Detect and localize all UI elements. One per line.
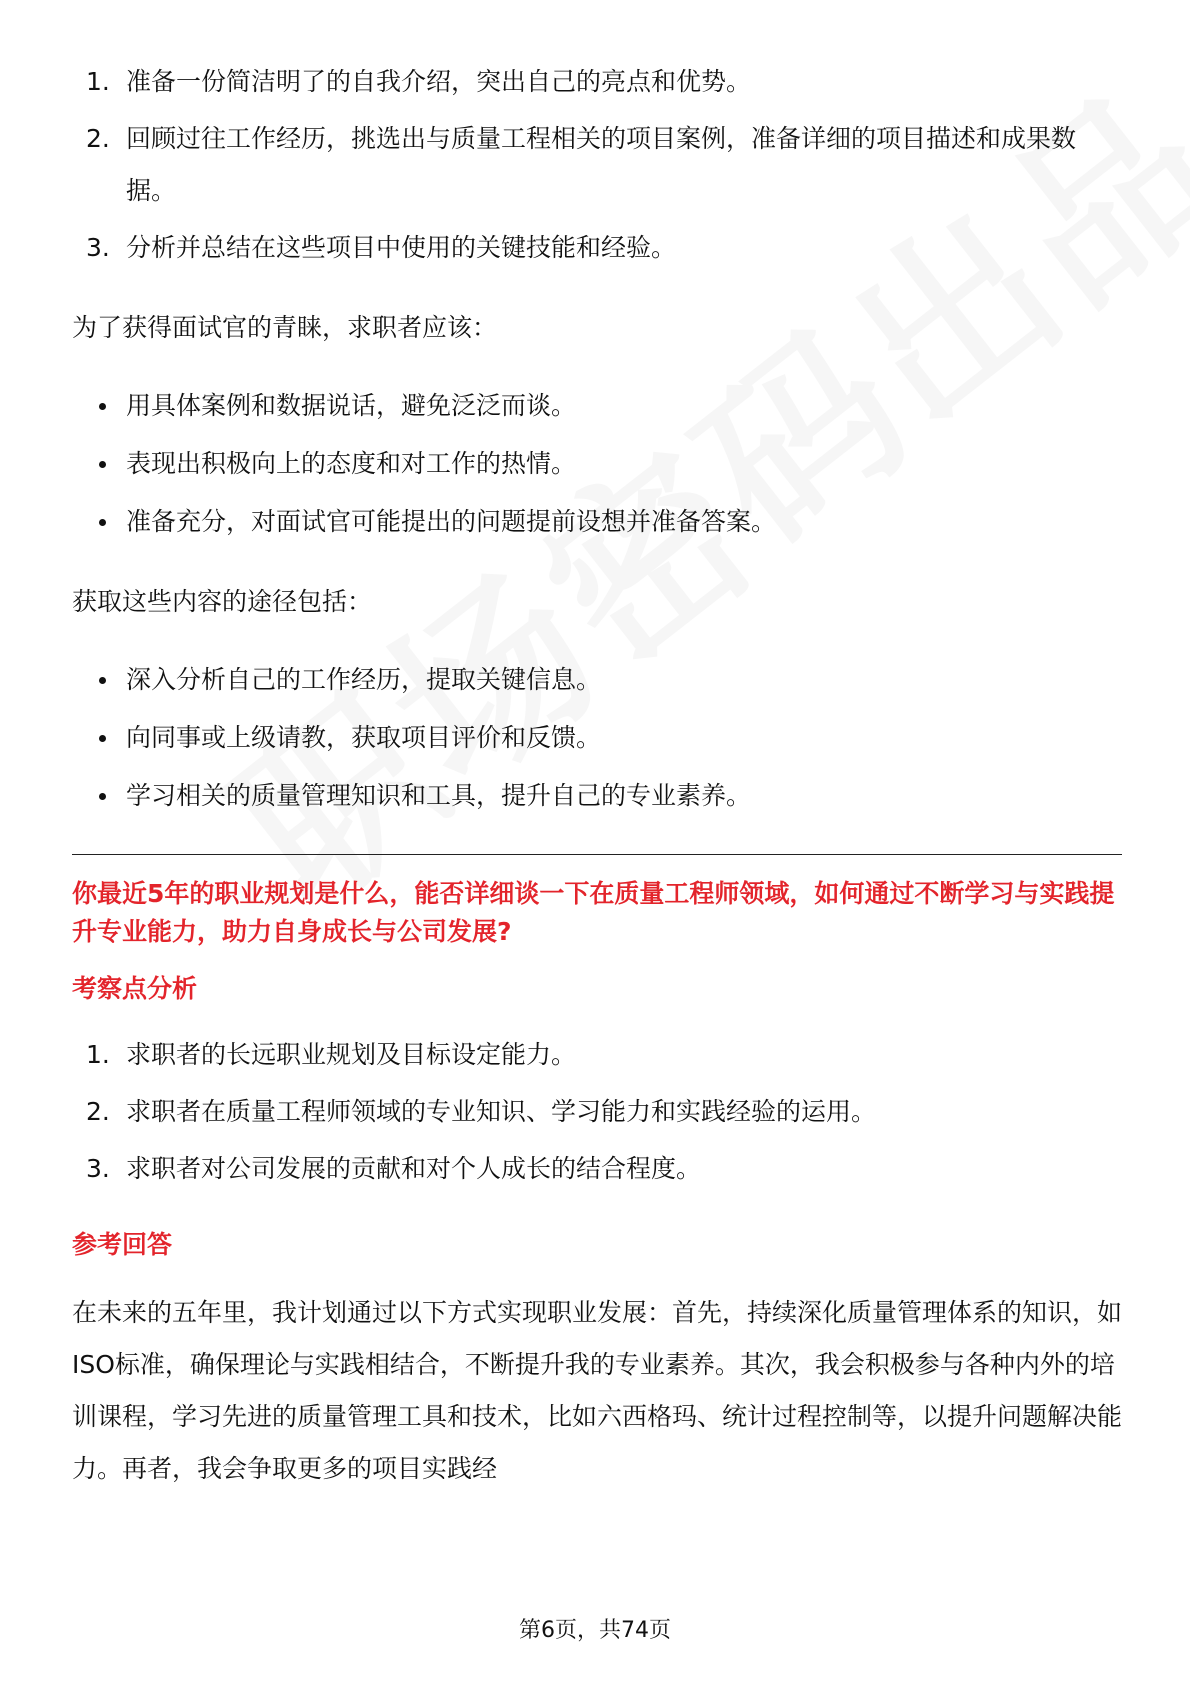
list-item-text: 学习相关的质量管理知识和工具，提升自己的专业素养。: [126, 781, 752, 810]
list-item: [72, 222, 1122, 274]
list-item-text: 准备充分，对面试官可能提出的问题提前设想并准备答案。: [126, 507, 777, 536]
bullet-icon: [99, 735, 106, 742]
ordered-list-analysis: [72, 1029, 1122, 1195]
list-item-text: 向同事或上级请教，获取项目评价和反馈。: [126, 723, 602, 752]
list-number: 1.: [86, 67, 110, 96]
list-item-text: 用具体案例和数据说话，避免泛泛而谈。: [126, 391, 577, 420]
list-item-text: 准备一份简洁明了的自我介绍，突出自己的亮点和优势。: [126, 67, 752, 96]
list-item: [72, 380, 1122, 432]
list-item: [72, 56, 1122, 108]
section-divider: [72, 854, 1122, 855]
list-item: [72, 1143, 1122, 1195]
list-number: 2.: [86, 1097, 110, 1126]
list-item: [72, 496, 1122, 548]
bullet-icon: [99, 403, 106, 410]
bullet-icon: [99, 793, 106, 800]
list-item: [72, 654, 1122, 706]
bullet-icon: [99, 461, 106, 468]
list-item-text: 求职者在质量工程师领域的专业知识、学习能力和实践经验的运用。: [126, 1097, 877, 1126]
question-title: 你最近5年的职业规划是什么，能否详细谈一下在质量工程师领域，如何通过不断学习与实践提升专业能力，助力自身成长与公司发展?: [72, 879, 1115, 946]
list-item-text: 求职者对公司发展的贡献和对个人成长的结合程度。: [126, 1154, 702, 1183]
list-item-text: 求职者的长远职业规划及目标设定能力。: [126, 1040, 577, 1069]
list-item-text: 表现出积极向上的态度和对工作的热情。: [126, 449, 577, 478]
intro-paragraph-sources: 获取这些内容的途径包括：: [72, 587, 373, 616]
list-item-text: 回顾过往工作经历，挑选出与质量工程相关的项目案例，准备详细的项目描述和成果数据。: [126, 124, 1077, 205]
analysis-heading: 考察点分析: [72, 974, 198, 1003]
answer-heading: 参考回答: [72, 1230, 173, 1259]
bullet-icon: [99, 519, 106, 526]
list-item-text: 深入分析自己的工作经历，提取关键信息。: [126, 665, 602, 694]
list-item-text: 分析并总结在这些项目中使用的关键技能和经验。: [126, 233, 677, 262]
list-item: [72, 113, 1122, 217]
answer-paragraph: 在未来的五年里，我计划通过以下方式实现职业发展：首先，持续深化质量管理体系的知识，如ISO标准，确保理论与实践相结合，不断提升我的专业素养。其次，我会积极参与各种内外的培训课程，学习先进的质量管理工具和技术，比如六西格玛、统计过程控制等，以提升问题解决能力。再者，我会争取更多的项目实践经: [72, 1298, 1123, 1483]
bullet-list-sources: [72, 654, 1122, 822]
list-item: [72, 1029, 1122, 1081]
bullet-icon: [99, 677, 106, 684]
ordered-list-prep: [72, 56, 1122, 274]
list-number: 2.: [86, 124, 110, 153]
list-number: 1.: [86, 1040, 110, 1069]
list-item: [72, 712, 1122, 764]
page-number-footer: 第6页，共74页: [519, 1618, 671, 1643]
list-item: [72, 770, 1122, 822]
list-number: 3.: [86, 233, 110, 262]
list-number: 3.: [86, 1154, 110, 1183]
bullet-list-impress: [72, 380, 1122, 548]
intro-paragraph-impress: 为了获得面试官的青睐，求职者应该：: [72, 313, 498, 342]
page-content: [72, 56, 1122, 1495]
list-item: [72, 438, 1122, 490]
list-item: [72, 1086, 1122, 1138]
